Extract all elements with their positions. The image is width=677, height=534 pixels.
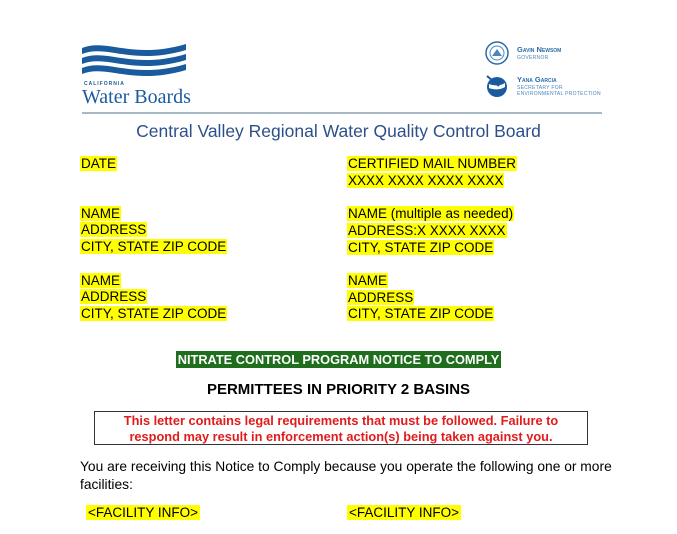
recipient-name: NAME (multiple as needed) [348,206,514,222]
recipient-city: CITY, STATE ZIP CODE [348,306,494,322]
recipient-city: CITY, STATE ZIP CODE [81,305,227,321]
water-boards-logo [82,40,192,108]
warning-line-1: This letter contains legal requirements that must be followed. Failure to [123,413,559,428]
secretary-name: Yana Garcia [517,75,557,84]
facility-info-left [86,505,200,522]
facility-info: <FACILITY INFO> [349,505,460,520]
recipient-city: CITY, STATE ZIP CODE [348,239,494,255]
state-seal-icon [485,41,509,65]
governor-name: Gavin Newsom [517,45,562,54]
logo-state: CALIFORNIA [84,81,125,87]
recipient-name: NAME [81,205,121,221]
warning-line-2: respond may result in enforcement action(s) being taken against you. [129,429,553,444]
facility-info: <FACILITY INFO> [88,505,199,520]
recipient-city: CITY, STATE ZIP CODE [81,239,227,255]
certified-mail-label: CERTIFIED MAIL NUMBER [348,156,517,171]
legal-warning-box [94,411,588,445]
recipient-address: ADDRESS:X XXXX XXXX [348,222,506,238]
notice-subtitle: PERMITTEES IN PRIORITY 2 BASINS [206,381,471,398]
waves-icon [82,40,186,78]
recipient-address: ADDRESS [81,289,147,305]
program-title: NITRATE CONTROL PROGRAM NOTICE TO COMPLY [177,352,500,367]
facility-info-right [347,505,461,522]
recipient-address: ADDRESS [81,222,147,238]
secretary-title-2: ENVIRONMENTAL PROTECTION [517,91,601,97]
secretary-title-1: SECRETARY FOR [517,85,563,91]
governor-title: GOVERNOR [517,55,549,61]
header-divider [82,112,602,114]
date-field: DATE [81,156,117,171]
board-title: Central Valley Regional Water Quality Control Board [136,121,541,141]
right-address-column [347,156,517,323]
recipient-address: ADDRESS [348,289,414,305]
certified-mail-number: XXXX XXXX XXXX XXXX [348,172,504,188]
program-title-row [0,351,677,369]
intro-paragraph: You are receiving this Notice to Comply because you operate the following one or more facilities: [80,459,612,492]
left-address-column [80,156,227,323]
recipient-name: NAME [348,272,388,288]
recipient-name: NAME [81,272,121,288]
logo-name: Water Boards [82,86,191,108]
calepa-icon [485,74,509,98]
